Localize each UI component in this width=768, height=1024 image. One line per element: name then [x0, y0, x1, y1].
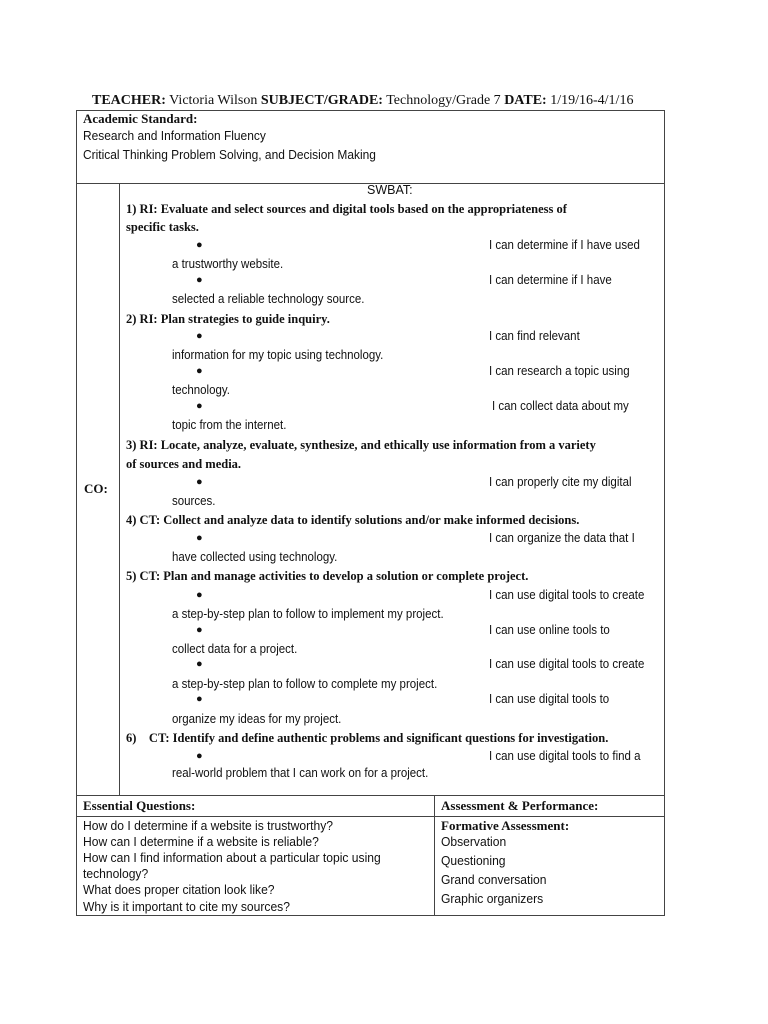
- objective-1-item-2-a: I can determine if I have: [489, 273, 612, 287]
- question-line: technology?: [83, 866, 149, 881]
- date-value: 1/19/16-4/1/16: [550, 93, 634, 108]
- assessment-item: Questioning: [441, 853, 506, 868]
- objective-1-item-2-b: selected a reliable technology source.: [172, 292, 365, 306]
- document-header: [92, 93, 633, 109]
- co-divider: [119, 183, 120, 796]
- assessment-item: Graphic organizers: [441, 891, 544, 906]
- objective-6-item-1-a: I can use digital tools to find a: [489, 749, 641, 763]
- objective-2-item-2-b: technology.: [172, 383, 230, 397]
- bullet-icon: ●: [196, 365, 203, 377]
- standard-line: Critical Thinking Problem Solving, and Decision Making: [83, 147, 376, 162]
- objective-4-item-1-b: have collected using technology.: [172, 550, 338, 564]
- objective-1-item-1-a: I can determine if I have used: [489, 238, 640, 252]
- co-label: CO:: [84, 481, 108, 496]
- subject-value: Technology/Grade 7: [386, 93, 501, 108]
- objective-2-item-1-b: information for my topic using technology.: [172, 348, 384, 362]
- objective-3-item-1-a: I can properly cite my digital: [489, 475, 632, 489]
- objective-5-item-3-a: I can use digital tools to create: [489, 657, 645, 671]
- subject-label: SUBJECT/GRADE:: [260, 93, 383, 108]
- bullet-icon: ●: [196, 330, 203, 342]
- objective-5-item-4-a: I can use digital tools to: [489, 692, 610, 706]
- objective-4-heading: 4) CT: Collect and analyze data to identify solutions and/or make informed decisions.: [126, 513, 580, 527]
- objective-5-item-1-b: a step-by-step plan to follow to implement my project.: [172, 607, 444, 621]
- assessment-item: Grand conversation: [441, 872, 547, 887]
- objective-5-item-4-b: organize my ideas for my project.: [172, 712, 342, 726]
- objective-1-heading-cont: specific tasks.: [126, 220, 199, 234]
- swbat-label: SWBAT:: [367, 183, 413, 197]
- objective-3-item-1-b: sources.: [172, 494, 216, 508]
- objective-3-heading-cont: of sources and media.: [126, 457, 242, 471]
- assessment-item: Observation: [441, 834, 507, 849]
- objective-2-item-1-a: I can find relevant: [489, 329, 580, 343]
- question-line: How can I determine if a website is reliable?: [83, 834, 319, 849]
- formative-assessment-title: Formative Assessment:: [441, 818, 570, 833]
- question-line: Why is it important to cite my sources?: [83, 899, 290, 914]
- bullet-icon: ●: [196, 532, 203, 544]
- objective-1-heading: 1) RI: Evaluate and select sources and digital tools based on the appropriateness of: [126, 202, 567, 216]
- objective-2-item-2-a: I can research a topic using: [489, 364, 630, 378]
- bullet-icon: ●: [196, 239, 203, 251]
- bullet-icon: ●: [196, 400, 203, 412]
- objective-5-item-2-b: collect data for a project.: [172, 642, 298, 656]
- objective-5-item-3-b: a step-by-step plan to follow to complete my project.: [172, 677, 438, 691]
- assessment-title: Assessment & Performance:: [441, 798, 599, 813]
- objective-5-item-1-a: I can use digital tools to create: [489, 588, 645, 602]
- objective-4-item-1-a: I can organize the data that I: [489, 531, 635, 545]
- objective-2-heading: 2) RI: Plan strategies to guide inquiry.: [126, 312, 330, 326]
- bullet-icon: ●: [196, 274, 203, 286]
- objective-6-heading: 6) CT: Identify and define authentic problems and significant questions for investigation.: [126, 731, 609, 745]
- teacher-name: Victoria Wilson: [169, 93, 258, 108]
- bullet-icon: ●: [196, 624, 203, 636]
- objective-2-item-3-a: I can collect data about my: [492, 399, 629, 413]
- standard-line: Research and Information Fluency: [83, 128, 266, 143]
- objective-5-heading: 5) CT: Plan and manage activities to develop a solution or complete project.: [126, 569, 529, 583]
- bullet-icon: ●: [196, 476, 203, 488]
- bullet-icon: ●: [196, 658, 203, 670]
- question-line: What does proper citation look like?: [83, 882, 275, 897]
- essential-questions-title: Essential Questions:: [83, 798, 196, 813]
- date-label: DATE:: [504, 93, 547, 108]
- teacher-label: TEACHER:: [92, 93, 166, 108]
- objective-3-heading: 3) RI: Locate, analyze, evaluate, synthesize, and ethically use information from a variety: [126, 438, 596, 452]
- objective-5-item-2-a: I can use online tools to: [489, 623, 610, 637]
- bottom-table-column-divider: [434, 795, 435, 916]
- academic-standard-title: Academic Standard:: [83, 111, 198, 126]
- question-line: How do I determine if a website is trustworthy?: [83, 818, 333, 833]
- bullet-icon: ●: [196, 589, 203, 601]
- bottom-table-header-divider: [76, 816, 665, 817]
- objective-6-item-1-b: real-world problem that I can work on for a project.: [172, 766, 429, 780]
- objective-2-item-3-b: topic from the internet.: [172, 418, 287, 432]
- bullet-icon: ●: [196, 750, 203, 762]
- bullet-icon: ●: [196, 693, 203, 705]
- question-line: How can I find information about a particular topic using: [83, 850, 381, 865]
- objective-1-item-1-b: a trustworthy website.: [172, 257, 284, 271]
